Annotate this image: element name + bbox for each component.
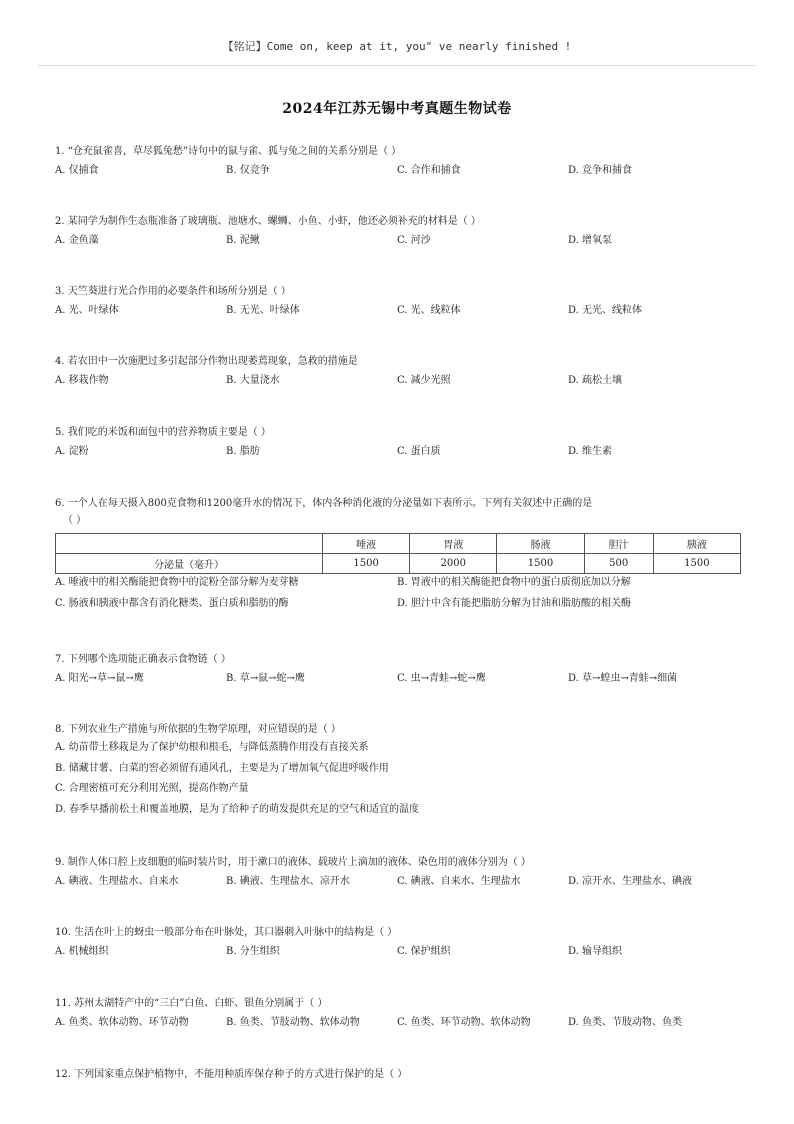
option-d: D. 胆汁中含有能把脂肪分解为甘油和脂肪酸的相关酶	[397, 597, 632, 609]
option-b: B. 脂肪	[226, 446, 260, 457]
option-c: C. 合作和捕食	[397, 165, 461, 176]
option-b: B. 鱼类、节肢动物、软体动物	[226, 1017, 360, 1028]
table-header-cell: 唾液	[323, 534, 410, 554]
question-stem: 12. 下列国家重点保护植物中，不能用种质库保存种子的方式进行保护的是（ ）	[55, 1069, 408, 1080]
option-c: C. 减少光照	[397, 375, 451, 386]
question-10	[55, 924, 745, 961]
question-stem: 4. 若农田中一次施肥过多引起部分作物出现萎蔫现象，急救的措施是	[55, 356, 358, 367]
option-b: B. 仅竞争	[226, 165, 270, 176]
option-b: B. 分生组织	[226, 946, 280, 957]
question-stem: 1. “仓充鼠雀喜，草尽狐兔愁”诗句中的鼠与雀、狐与兔之间的关系分别是（ ）	[55, 146, 402, 157]
table-cell: 1500	[323, 554, 410, 574]
option-b: B. 储藏甘薯、白菜的窖必须留有通风孔，主要是为了增加氧气促进呼吸作用	[55, 762, 389, 774]
option-a: A. 碘液、生理盐水、自来水	[55, 876, 179, 887]
option-b: B. 泥鳅	[226, 235, 260, 246]
option-a: A. 金鱼藻	[55, 235, 99, 246]
digestive-juice-table	[55, 533, 741, 574]
question-stem: 8. 下列农业生产措施与所依据的生物学原理，对应错误的是（ ）	[55, 724, 341, 735]
question-8	[55, 721, 745, 820]
option-a: A. 仅捕食	[55, 165, 99, 176]
question-2	[55, 213, 745, 250]
option-d: D. 凉开水、生理盐水、碘液	[568, 876, 693, 887]
motto-header: 【铭记】Come on, keep at it, you" ve nearly finished !	[222, 40, 572, 53]
table-cell: 2000	[410, 554, 497, 574]
option-c: C. 鱼类、环节动物、软体动物	[397, 1017, 531, 1028]
option-d: D. 疏松土壤	[568, 375, 623, 386]
question-stem: 11. 苏州太湖特产中的“三白”白鱼、白虾、银鱼分别属于（ ）	[55, 998, 328, 1009]
table-header-row	[56, 534, 741, 554]
option-c: C. 保护组织	[397, 946, 451, 957]
option-d: D. 无光、线粒体	[568, 305, 643, 316]
option-b: B. 大量浇水	[226, 375, 280, 386]
option-c: C. 合理密植可充分利用光照，提高作物产量	[55, 783, 249, 794]
option-d: D. 维生素	[568, 446, 613, 457]
option-a: A. 机械组织	[55, 946, 109, 957]
option-d: D. 鱼类、节肢动物、鱼类	[568, 1017, 683, 1028]
question-1	[55, 143, 745, 180]
question-3	[55, 283, 745, 320]
option-a: A. 幼苗带土移栽是为了保护幼根和根毛，与降低蒸腾作用没有直接关系	[55, 742, 369, 753]
table-cell: 1500	[497, 554, 584, 574]
option-d: D. 竞争和捕食	[568, 165, 633, 176]
option-b: B. 无光、叶绿体	[226, 305, 300, 316]
table-cell: 1500	[653, 554, 740, 574]
option-c: C. 肠液和胰液中都含有消化糖类、蛋白质和脂肪的酶	[55, 597, 289, 609]
table-header-cell	[56, 534, 323, 554]
table-header-cell: 胰液	[653, 534, 740, 554]
option-a: A. 移栽作物	[55, 375, 109, 386]
question-12	[55, 1066, 745, 1083]
question-stem: 5. 我们吃的米饭和面包中的营养物质主要是（ ）	[55, 427, 271, 438]
option-d: D. 增氧泵	[568, 235, 613, 246]
question-stem: 2. 某同学为制作生态瓶准备了玻璃瓶、池塘水、螺蛳、小鱼、小虾，他还必须补充的材料是（ ）	[55, 216, 481, 227]
option-c: C. 碘液、自来水、生理盐水	[397, 876, 521, 887]
question-6	[55, 495, 745, 615]
question-stem: 10. 生活在叶上的蚜虫一般部分布在叶脉处，其口器刺入叶脉中的结构是（ ）	[55, 927, 398, 938]
question-9	[55, 854, 745, 891]
option-c: C. 虫→青蛙→蛇→鹰	[397, 673, 486, 684]
option-d: D. 输导组织	[568, 946, 623, 957]
question-4	[55, 353, 745, 390]
option-c: C. 河沙	[397, 235, 431, 246]
option-c: C. 蛋白质	[397, 446, 441, 457]
question-5	[55, 424, 745, 461]
table-row	[56, 554, 741, 574]
question-stem: 3. 天竺葵进行光合作用的必要条件和场所分别是（ ）	[55, 286, 291, 297]
option-b: B. 胃液中的相关酶能把食物中的蛋白质彻底加以分解	[397, 577, 631, 588]
option-d: D. 春季早播前松土和覆盖地膜，是为了给种子的萌发提供充足的空气和适宜的温度	[55, 803, 420, 815]
table-cell: 500	[584, 554, 653, 574]
option-a: A. 唾液中的相关酶能把食物中的淀粉全部分解为麦芽糖	[55, 577, 299, 588]
header-divider	[38, 65, 756, 66]
question-stem: 6. 一个人在每天摄入800克食物和1200毫升水的情况下，体内各种消化液的分泌量如下表所示。下列有关叙述中正确的是	[55, 498, 593, 509]
question-stem: 7. 下列哪个选项能正确表示食物链（ ）	[55, 654, 231, 665]
option-a: A. 阳光→草→鼠→鹰	[55, 673, 144, 684]
option-b: B. 草→鼠→蛇→鹰	[226, 673, 305, 684]
question-stem: 9. 制作人体口腔上皮细胞的临时装片时，用于漱口的液体、载玻片上滴加的液体、染色用的液体分别为（ ）	[55, 857, 531, 868]
option-a: A. 光、叶绿体	[55, 305, 119, 316]
table-header-cell: 肠液	[497, 534, 584, 554]
question-stem-continued: （ ）	[63, 515, 87, 526]
option-b: B. 碘液、生理盐水、凉开水	[226, 876, 350, 887]
option-c: C. 光、线粒体	[397, 305, 461, 316]
table-header-cell: 胃液	[410, 534, 497, 554]
option-a: A. 淀粉	[55, 446, 89, 457]
option-a: A. 鱼类、软体动物、环节动物	[55, 1017, 189, 1028]
page-title: 2024年江苏无锡中考真题生物试卷	[282, 101, 512, 117]
table-row-label: 分泌量（毫升）	[56, 554, 323, 574]
table-header-cell: 胆汁	[584, 534, 653, 554]
question-11	[55, 995, 745, 1032]
question-7	[55, 651, 745, 688]
option-d: D. 草→蝗虫→青蛙→细菌	[568, 673, 678, 684]
